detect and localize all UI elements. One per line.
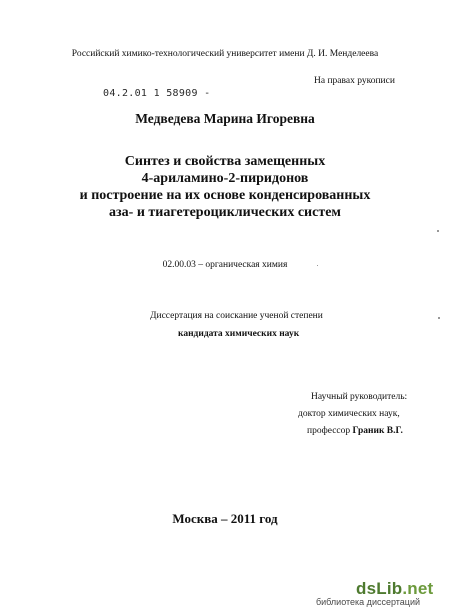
title-line: 4-ариламино-2-пиридонов (141, 171, 309, 186)
scan-speck (437, 230, 439, 232)
title-line: Синтез и свойства замещенных (124, 154, 326, 169)
manuscript-rights-note: На правах рукописи (314, 76, 395, 86)
city-and-year: Москва – 2011 год (172, 511, 278, 526)
university-name: Российский химико-технологический университет имени Д. И. Менделеева (71, 49, 379, 59)
scientific-supervisor-block (298, 389, 443, 440)
registration-stamp-number: 04.2.01 1 58909 - (103, 88, 211, 99)
supervisor-label: Научный руководитель: (311, 392, 408, 402)
dslib-subtitle: библиотека диссертаций (316, 597, 421, 607)
title-line: аза- и тиагетероциклических систем (109, 205, 341, 220)
supervisor-name: Граник В.Г. (352, 426, 403, 436)
scan-speck (438, 317, 440, 319)
supervisor-title (298, 423, 443, 440)
dslib-watermark-logo[interactable] (316, 579, 434, 608)
brand-part-1: dsLib (356, 579, 403, 598)
supervisor-rank: доктор химических наук, (298, 409, 400, 419)
supervisor-title-prefix: профессор (307, 426, 351, 436)
dissertation-title (0, 153, 450, 221)
scan-speck (317, 265, 318, 266)
dissertation-purpose: Диссертация на соискание ученой степени (150, 311, 323, 321)
specialty-code: 02.00.03 – органическая химия (162, 260, 288, 270)
title-line: и построение на их основе конденсированных (79, 188, 371, 203)
academic-degree: кандидата химических наук (178, 329, 300, 339)
brand-part-2: .net (402, 579, 434, 598)
dslib-brand-text (356, 580, 433, 597)
author-name: Медведева Марина Игоревна (135, 111, 315, 126)
